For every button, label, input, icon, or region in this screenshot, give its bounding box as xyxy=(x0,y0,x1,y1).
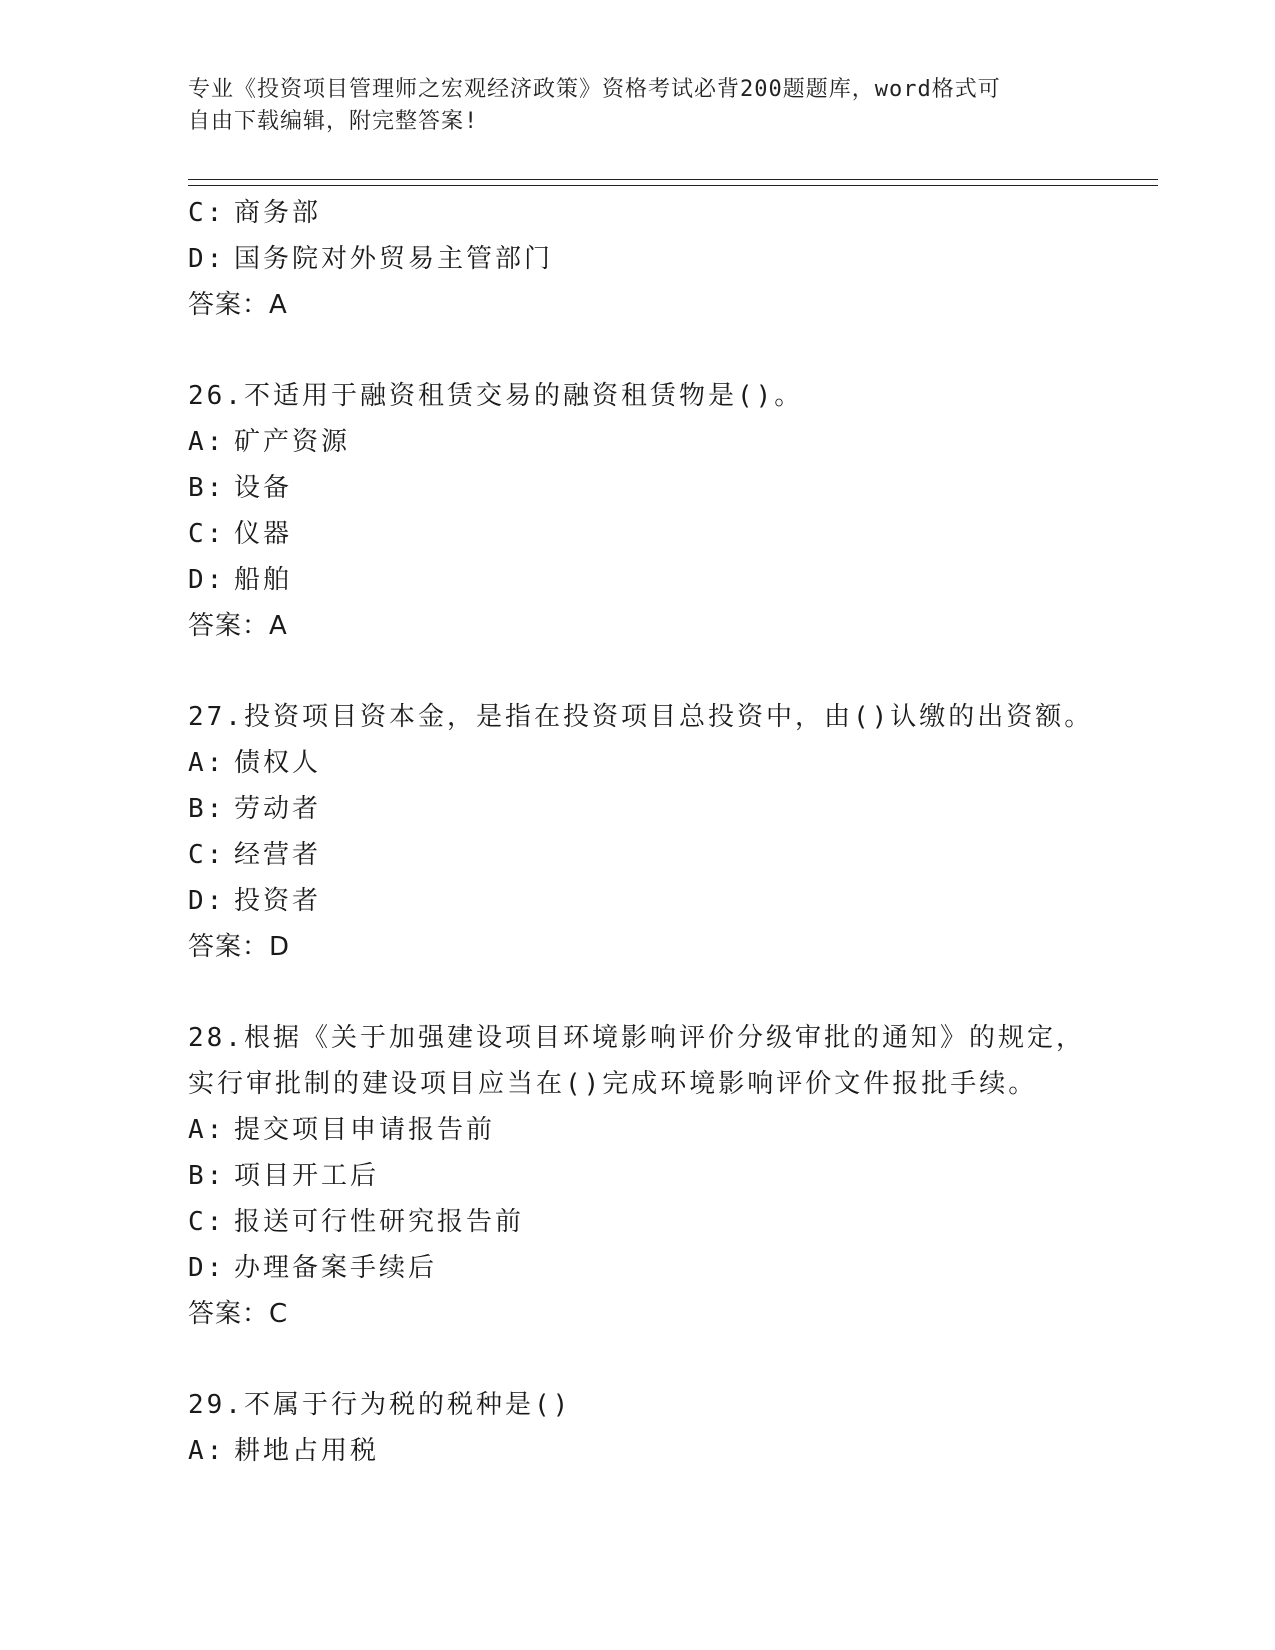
answer-line: 答案：D xyxy=(188,932,291,962)
option-d: D: 办理备案手续后 xyxy=(188,1253,438,1283)
question-28-title-line-2: 实行审批制的建设项目应当在()完成环境影响评价文件报批手续。 xyxy=(188,1069,1038,1099)
question-26-title: 26.不适用于融资租赁交易的融资租赁物是()。 xyxy=(188,381,804,411)
option-c: C: 商务部 xyxy=(188,198,322,228)
option-a: A: 矿产资源 xyxy=(188,427,351,457)
option-d: D: 船舶 xyxy=(188,565,293,595)
question-28-title-line-1: 28.根据《关于加强建设项目环境影响评价分级审批的通知》的规定， xyxy=(188,1023,1085,1053)
option-d: D: 投资者 xyxy=(188,886,322,916)
page-header xyxy=(188,74,1068,138)
option-a: A: 债权人 xyxy=(188,748,322,778)
question-27-title: 27.投资项目资本金，是指在投资项目总投资中，由()认缴的出资额。 xyxy=(188,702,1094,732)
option-b: B: 设备 xyxy=(188,473,293,503)
question-29-title: 29.不属于行为税的税种是() xyxy=(188,1390,572,1420)
option-c: C: 经营者 xyxy=(188,840,322,870)
option-b: B: 劳动者 xyxy=(188,794,322,824)
header-line-1: 专业《投资项目管理师之宏观经济政策》资格考试必背200题题库，word格式可 xyxy=(188,77,1001,102)
option-d: D: 国务院对外贸易主管部门 xyxy=(188,244,554,274)
header-divider xyxy=(188,179,1158,186)
option-c: C: 报送可行性研究报告前 xyxy=(188,1207,525,1237)
option-c: C: 仪器 xyxy=(188,519,293,549)
answer-line: 答案：C xyxy=(188,1299,289,1329)
answer-line: 答案：A xyxy=(188,611,288,641)
header-line-2: 自由下载编辑，附完整答案! xyxy=(188,109,479,134)
question-list xyxy=(188,190,1188,1474)
option-b: B: 项目开工后 xyxy=(188,1161,380,1191)
option-a: A: 耕地占用税 xyxy=(188,1436,380,1466)
answer-line: 答案：A xyxy=(188,290,288,320)
option-a: A: 提交项目申请报告前 xyxy=(188,1115,496,1145)
